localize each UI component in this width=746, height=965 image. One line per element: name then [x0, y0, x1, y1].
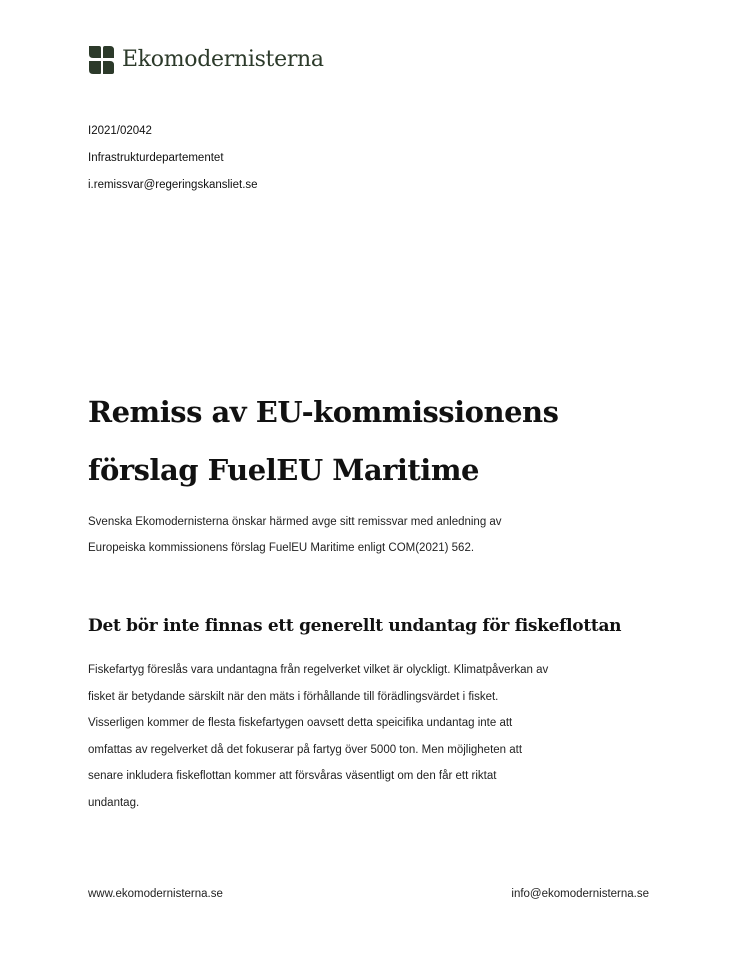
logo-text: Ekomodernisterna: [122, 47, 324, 72]
title-line: Remiss av EU-kommissionens: [88, 395, 559, 429]
leaf-logo-icon: [88, 45, 115, 75]
section-heading: Det bör inte finnas ett generellt undantag för fiskeflottan: [88, 616, 622, 636]
footer-website: www.ekomodernisterna.se: [88, 888, 223, 900]
intro-line: Svenska Ekomodernisterna önskar härmed avge sitt remissvar med anledning av: [88, 516, 502, 528]
reference-number: I2021/02042: [88, 125, 152, 137]
paragraph-line: senare inkludera fiskeflottan kommer att försvåras väsentligt om den får ett riktat: [88, 770, 497, 782]
footer-email: info@ekomodernisterna.se: [511, 888, 649, 900]
paragraph-line: undantag.: [88, 796, 140, 809]
recipient-email: i.remissvar@regeringskansliet.se: [88, 179, 258, 191]
department-name: Infrastrukturdepartementet: [88, 152, 224, 164]
paragraph-line: fisket är betydande särskilt när den mäts i förhållande till förädlingsvärdet i fisket.: [88, 690, 499, 703]
header-logo: [88, 44, 324, 76]
recipient-meta: [88, 118, 258, 199]
intro-line: Europeiska kommissionens förslag FuelEU Maritime enligt COM(2021) 562.: [88, 542, 475, 554]
title-line: förslag FuelEU Maritime: [88, 453, 479, 487]
paragraph-line: Fiskefartyg föreslås vara undantagna från regelverket vilket är olyckligt. Klimatpåverkan av: [88, 664, 549, 676]
section-paragraph: [88, 657, 668, 816]
page-title: [88, 383, 558, 499]
paragraph-line: omfattas av regelverket då det fokuserar på fartyg över 5000 ton. Men möjligheten att: [88, 743, 523, 756]
paragraph-line: Visserligen kommer de flesta fiskefartygen oavsett detta speicifika undantag inte att: [88, 717, 513, 729]
intro-paragraph: [88, 509, 668, 561]
